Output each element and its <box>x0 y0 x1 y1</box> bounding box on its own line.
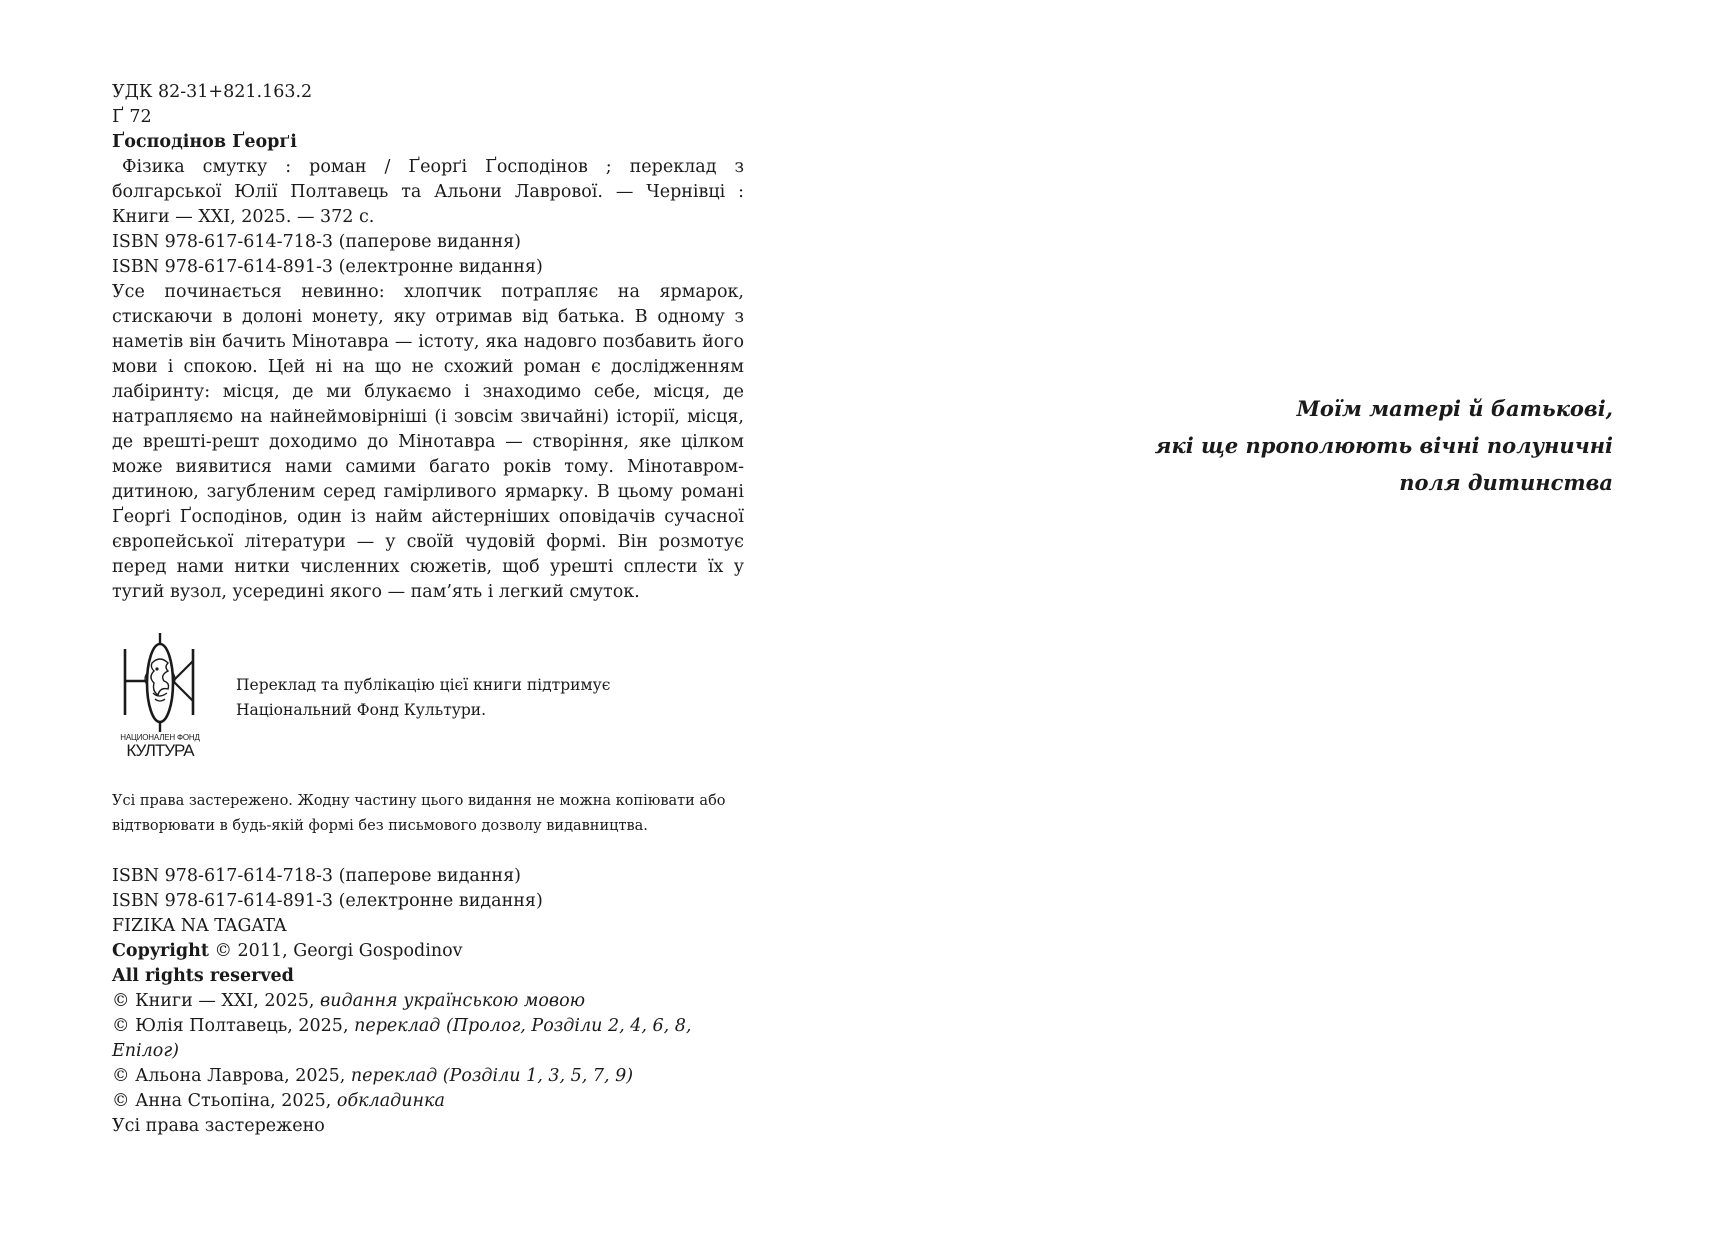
all-rights-reserved: All rights reserved <box>112 966 294 986</box>
isbn-top-block <box>112 230 744 280</box>
footer-rights: Усі права застережено <box>112 1116 325 1136</box>
logo-small-text: НАЦИОНАЛЕН ФОНД <box>120 733 200 742</box>
dedication-line3: поля дитинства <box>1399 470 1613 495</box>
national-culture-fund-logo <box>112 633 208 763</box>
credit-cover-designer-text: © Анна Стьопіна, 2025, <box>112 1091 337 1111</box>
credit-translator-2-role: переклад (Розділи 1, 3, 5, 7, 9) <box>350 1066 634 1086</box>
imprint-page <box>112 80 744 1139</box>
logo-big-text: КУЛТУРА <box>126 741 194 760</box>
funder-block <box>112 633 744 763</box>
credit-publisher-text: © Книги — ХХІ, 2025, <box>112 991 321 1011</box>
annotation: Усе починається невинно: хлопчик потрапляє на ярмарок, стискаючи в долоні монету, яку отримав від батька. В одному з наметів він бачить Мінотавра — істоту, яка надовго позбавить його мови і спокою. Цей ні на що не схожий роман є дослідженням лабіринту: місця, де ми блукаємо і знаходимо себе, місця, де натрапляємо на найнеймовірніші (і зовсім звичайні) історії, місця, де врешті-решт доходимо до Мінотавра — створіння, яке цілком може виявитися нами самими багато років тому. Мінотавром-дитиною, загубленим серед гамірливого ярмарку. В цьому романі Ґеорґі Ґосподінов, один із найм айстерніших оповідачів сучасної європейської літератури — у своїй чудовій формі. Він розмотує перед нами нитки численних сюжетів, щоб урешті сплести їх у тугий вузол, усередині якого — пам’ять і легкий смуток. <box>112 282 744 602</box>
rights-note <box>112 789 744 839</box>
credit-publisher-role: видання українською мовою <box>320 991 586 1011</box>
isbn-bottom-block <box>112 864 744 914</box>
credit-translator-2 <box>112 1064 744 1089</box>
dedication-page <box>1053 390 1613 501</box>
isbn-electronic: ISBN 978-617-614-891-3 (електронне видання) <box>112 257 543 277</box>
author-sign: Ґ 72 <box>112 107 152 127</box>
dedication-line2: які ще прополюють вічні полуничні <box>1154 433 1613 458</box>
udc-block <box>112 80 744 130</box>
catalog-author: Ґосподінов Ґеорґі <box>112 132 297 152</box>
original-title: FIZIKA NA TAGATA <box>112 916 287 936</box>
credit-translator-1 <box>112 1014 744 1064</box>
credit-translator-1-role: переклад (Пролог, Розділи 2, 4, 6, 8, Епілог) <box>112 1016 692 1061</box>
credit-cover-designer-role: обкладинка <box>336 1091 445 1111</box>
fund-emblem-icon <box>117 633 203 733</box>
rights-note-line1: Усі права застережено. Жодну частину цього видання не можна копіювати або <box>112 793 726 809</box>
catalog-entry <box>112 130 744 230</box>
copyright-label: Copyright <box>112 941 209 961</box>
catalog-description: Фізика смутку : роман / Ґеорґі Ґосподінов ; переклад з болгарської Юлії Полтавець та Альони Лаврової. — Чернівці : Книги — ХХІ, 2025. — 372 с. <box>112 157 744 227</box>
isbn-print: ISBN 978-617-614-718-3 (паперове видання) <box>112 232 521 252</box>
footer-rights-block <box>112 1114 744 1139</box>
credit-translator-2-text: © Альона Лаврова, 2025, <box>112 1066 351 1086</box>
original-copyright <box>112 939 744 964</box>
isbn-print-repeat: ISBN 978-617-614-718-3 (паперове видання) <box>112 866 521 886</box>
rights-note-line2: відтворювати в будь-якій формі без письмового дозволу видавництва. <box>112 818 648 834</box>
funder-note-line2: Національний Фонд Культури. <box>236 701 487 719</box>
original-copyright-block <box>112 914 744 989</box>
dedication-line1: Моїм матері й батькові, <box>1296 396 1613 421</box>
copyright-holder: © 2011, Georgi Gospodinov <box>208 941 463 961</box>
isbn-electronic-repeat: ISBN 978-617-614-891-3 (електронне видання) <box>112 891 543 911</box>
credit-cover-designer <box>112 1089 744 1114</box>
credit-publisher <box>112 989 744 1014</box>
credits-block <box>112 989 744 1114</box>
credit-translator-1-text: © Юлія Полтавець, 2025, <box>112 1016 355 1036</box>
funder-note-line1: Переклад та публікацію цієї книги підтримує <box>236 676 611 694</box>
udc-code: УДК 82-31+821.163.2 <box>112 82 313 102</box>
funder-note <box>236 673 610 723</box>
